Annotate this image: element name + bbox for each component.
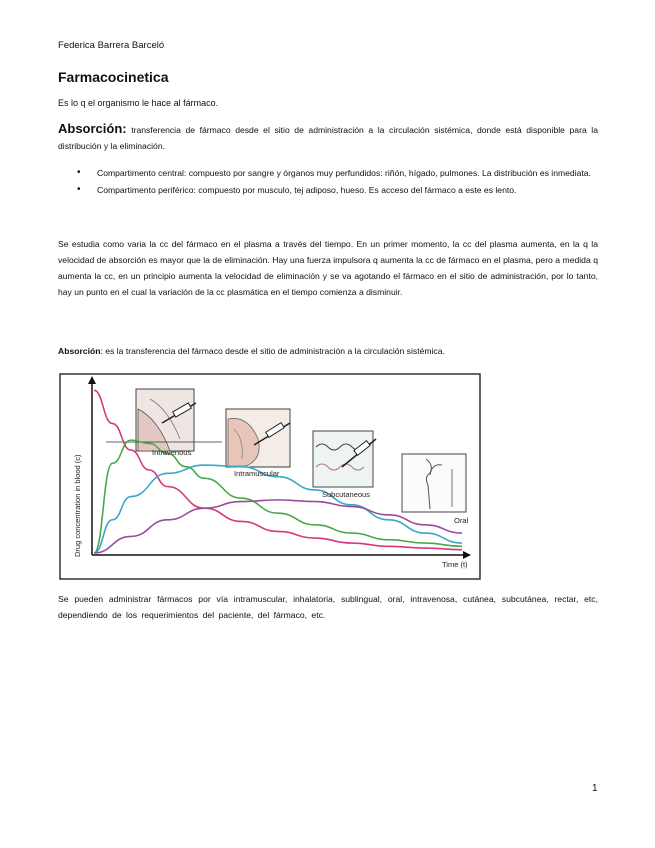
bullet-icon: • <box>77 184 81 195</box>
intramuscular-illustration <box>226 409 290 467</box>
concentration-time-chart <box>58 369 482 581</box>
list-item <box>58 165 598 181</box>
page-title: Farmacocinetica <box>58 69 169 85</box>
absorption-definition-text: transferencia de fármaco desde el sitio de administración a la circulación sistémica, donde está disponible para la distribución y la eliminación. <box>58 125 598 151</box>
label-subcutaneous: Subcutaneous <box>322 490 370 499</box>
closing-paragraph: Se pueden administrar fármacos por vía intramuscular, inhalatoria, sublingual, oral, intravenosa, cutánea, subcutánea, rectar, etc, dependiendo de los requerimientos del paciente, del fármaco, etc. <box>58 594 598 620</box>
bullet-icon: • <box>77 167 81 178</box>
x-axis-label: Time (t) <box>442 560 468 569</box>
intro-text: Es lo q el organismo le hace al fármaco. <box>58 98 219 108</box>
absorption-summary <box>58 346 598 356</box>
list-item <box>58 182 598 198</box>
label-intramuscular: Intramuscular <box>234 469 280 478</box>
list-item-text: Compartimento central: compuesto por sangre y órganos muy perfundidos: riñón, hígado, pulmones. La distribución es inmediata. <box>97 168 591 178</box>
y-axis-label: Drug concentration in blood (c) <box>73 454 82 557</box>
oral-illustration <box>402 454 466 512</box>
absorption-figure <box>58 369 482 581</box>
concentration-paragraph: Se estudia como varia la cc del fármaco en el plasma a través del tiempo. En un primer momento, la cc del plasma aumenta, en la q la velocidad de absorción es mayor que la de eliminación. Hay una fuerza impulsora q aumenta la cc de fármaco en el plasma, pero a medida q aumenta la cc, en un principio aumenta la velocidad de eliminación y se va agotando el fármaco en el sitio de administración, por lo tanto, hay un punto en el cual la variación de la cc plasmática en el tiempo comienza a disminuir. <box>58 239 598 297</box>
subcutaneous-illustration <box>313 431 376 487</box>
absorption-term: Absorción: <box>58 121 127 136</box>
page-number: 1 <box>592 783 598 794</box>
compartment-list <box>58 165 598 199</box>
label-oral: Oral <box>454 516 469 525</box>
author-header: Federica Barrera Barceló <box>58 40 165 51</box>
absorption-definition <box>58 121 598 154</box>
list-item-text: Compartimento periférico: compuesto por musculo, tej adiposo, hueso. Es acceso del fármaco a este es lento. <box>97 185 517 195</box>
label-intravenous: Intravenous <box>152 448 192 457</box>
absorption-summary-text: : es la transferencia del fármaco desde el sitio de administración a la circulación sistémica. <box>100 346 445 356</box>
absorption-summary-term: Absorción <box>58 346 101 356</box>
